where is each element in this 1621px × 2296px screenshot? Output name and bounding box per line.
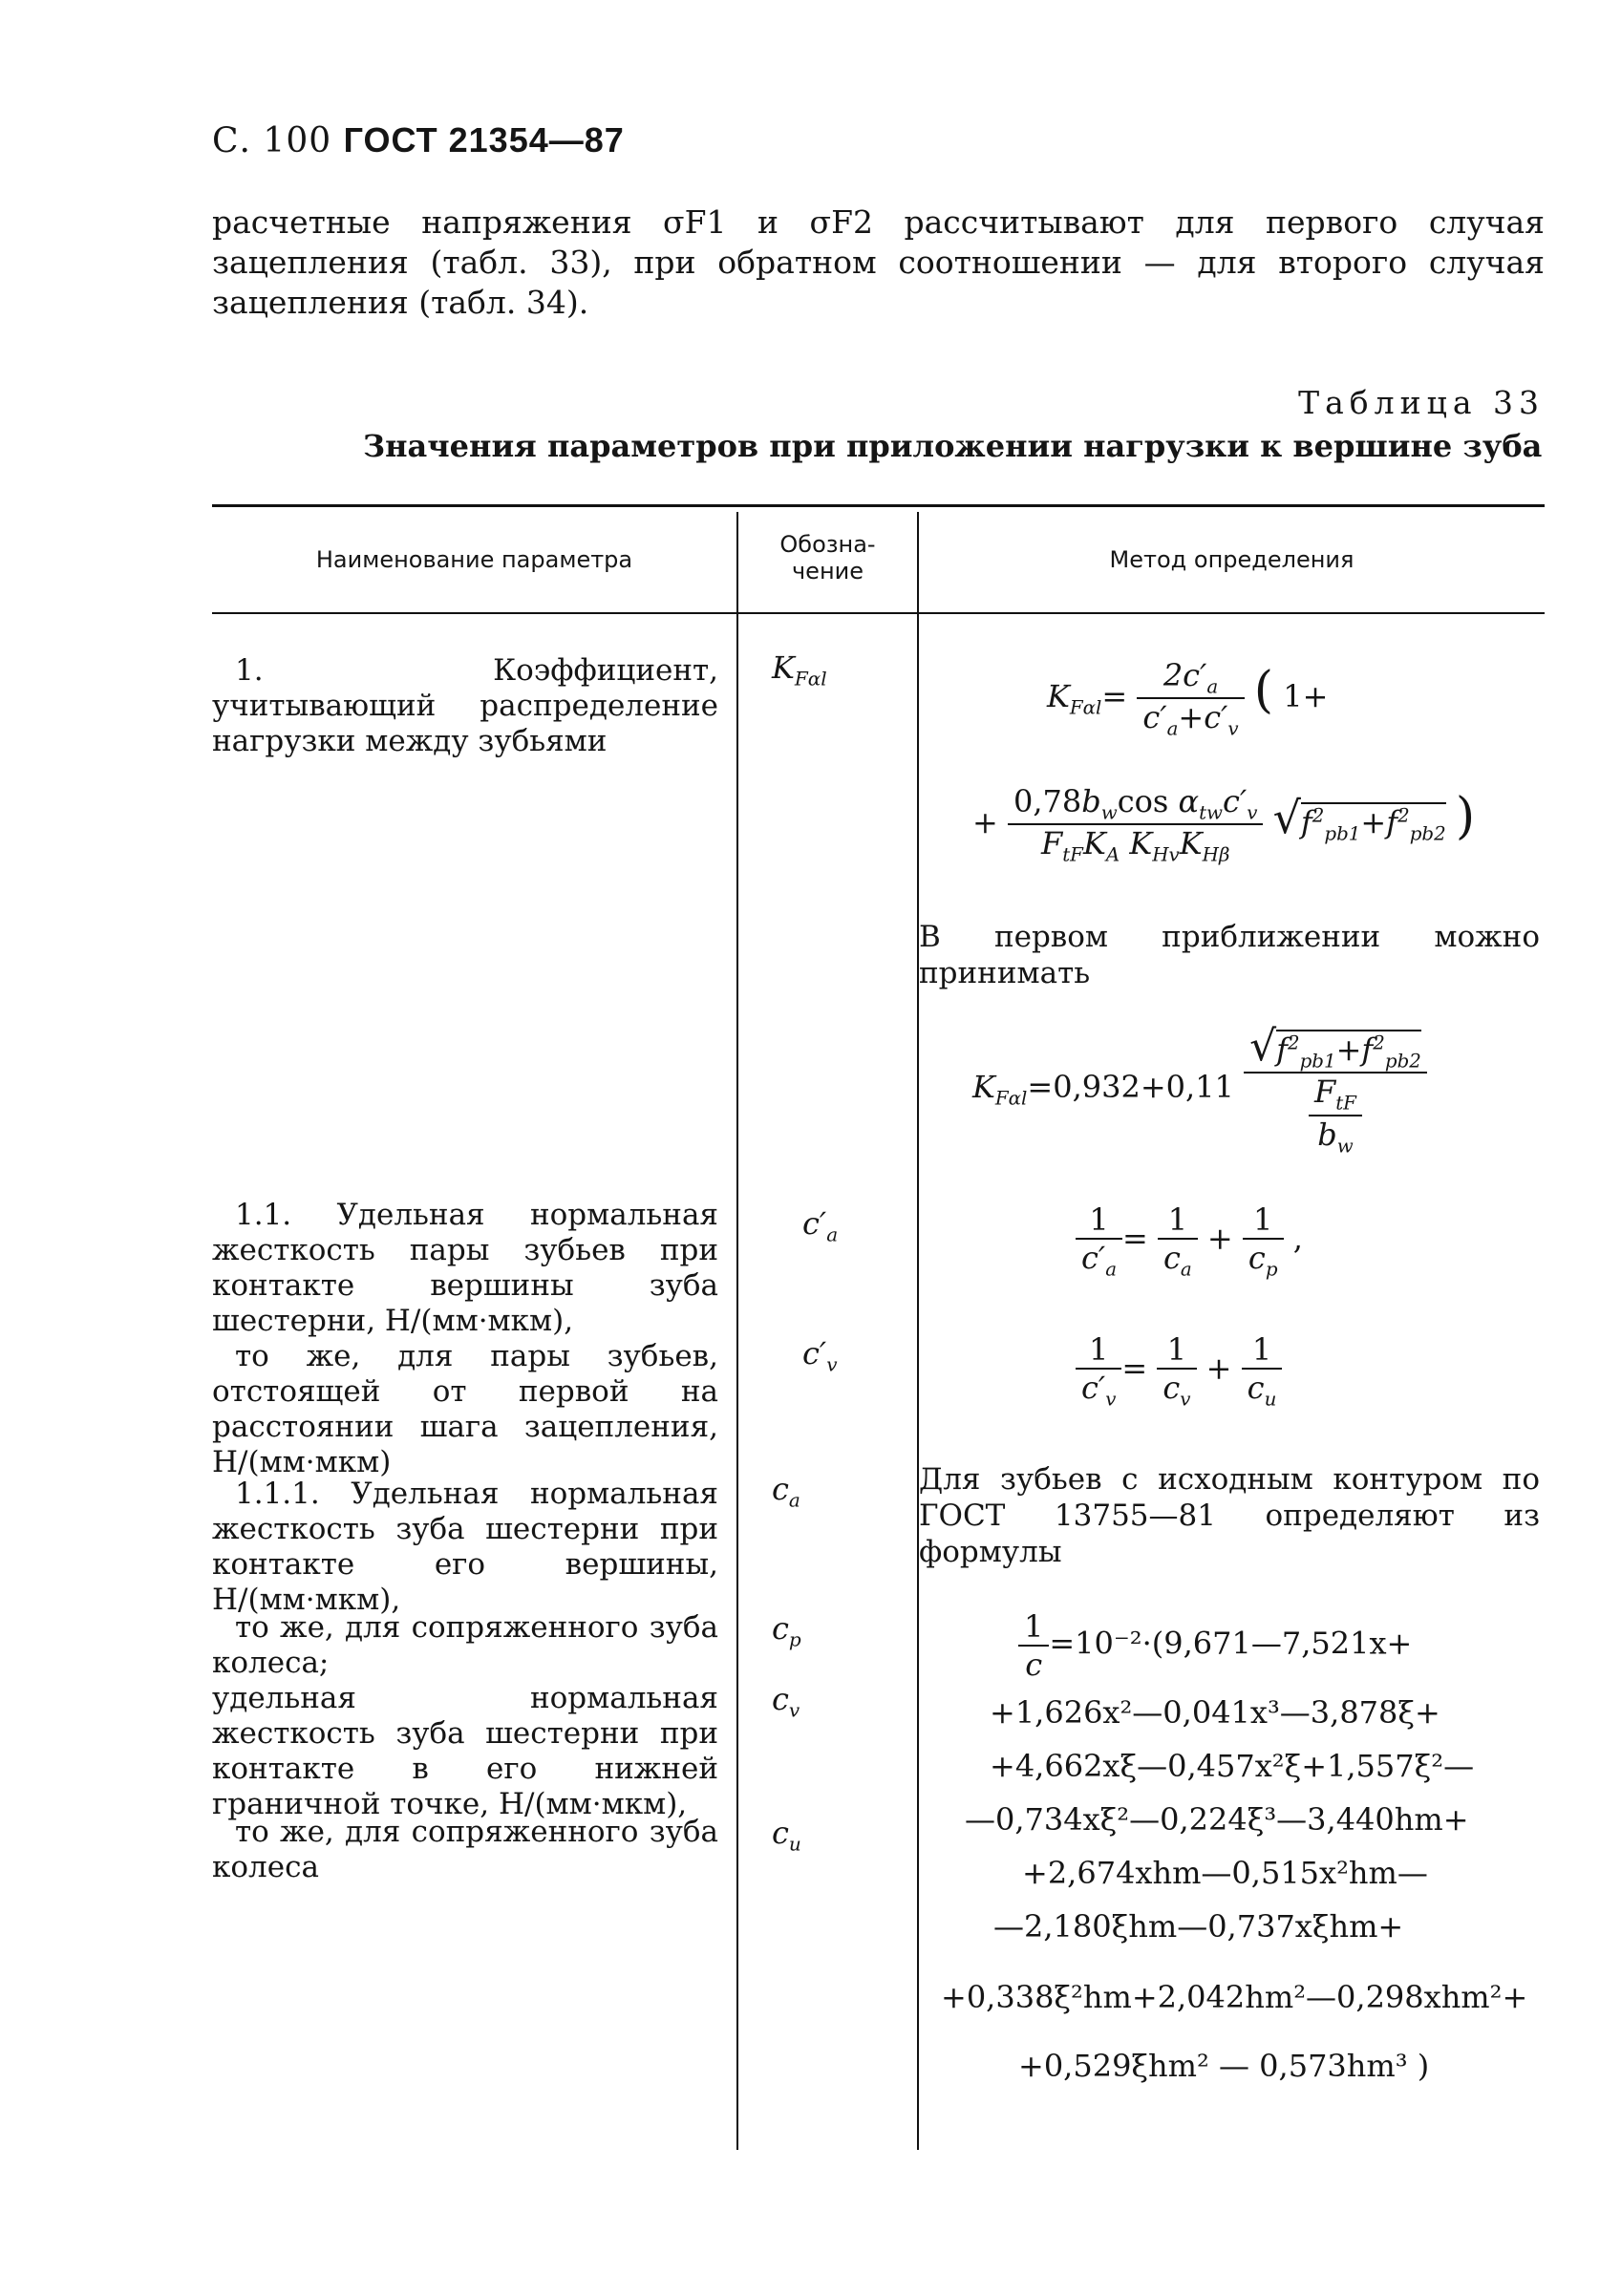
table-header-rule bbox=[212, 612, 1545, 614]
param-name-1: 1. Коэффициент, учитывающий распределение нагрузки между зубьями bbox=[212, 653, 718, 758]
table-top-rule bbox=[212, 504, 1545, 507]
formula-c-a-prime: $\frac{1}{c'_a}$ = $\frac{1}{c_a}$ + $\frac{1}{c_p}$ , bbox=[1076, 1201, 1303, 1280]
poly-line-1: =10⁻²·(9,671—7,521x+ bbox=[1049, 1625, 1413, 1662]
page-number: С. 100 bbox=[212, 121, 332, 160]
intro-paragraph: расчетные напряжения σF1 и σF2 рассчитывают для первого случая зацепления (табл. 33), при обратном соотношении — для второго случая зацепления (табл. 34). bbox=[212, 203, 1545, 321]
col-header-method: Метод определения bbox=[1109, 546, 1354, 573]
param-name-1-1-1-d: то же, для сопряженного зуба колеса bbox=[212, 1815, 718, 1884]
poly-line-4: —0,734xξ²—0,224ξ³—3,440hm+ bbox=[965, 1801, 1469, 1838]
column-divider-2 bbox=[917, 512, 919, 2150]
symbol-c-v: $c_v$ bbox=[772, 1681, 800, 1722]
col-header-symbol bbox=[738, 531, 917, 585]
param-name-1-1-1-c: удельная нормальная жесткость зуба шестерни при контакте в его нижней граничной точке, Н/(мм·мкм), bbox=[212, 1681, 718, 1821]
formula-k-f-alpha-part2: + $\frac{0,78b_w\cos \alpha_{tw}c'_v}{F_{tF}K_A K_{Hv}K_{H\beta}}$ $√f^2_{pb1}+f^2_{pb2}$ ) bbox=[972, 783, 1476, 866]
formula-c-v-prime: $\frac{1}{c'_v}$ = $\frac{1}{c_v}$ + $\frac{1}{c_u}$ bbox=[1076, 1331, 1282, 1410]
symbol-c-u: $c_u$ bbox=[772, 1815, 801, 1856]
param-name-1-1-1-b: то же, для сопряженного зуба колеса; bbox=[212, 1610, 718, 1680]
poly-line-8: +0,529ξhm² — 0,573hm³ ) bbox=[1018, 2048, 1430, 2084]
poly-line-6: —2,180ξhm—0,737xξhm+ bbox=[993, 1908, 1404, 1945]
poly-line-2: +1,626x²—0,041x³—3,878ξ+ bbox=[990, 1694, 1440, 1731]
page-header bbox=[212, 120, 625, 160]
table-title: Значения параметров при приложении нагрузки к вершине зуба bbox=[363, 428, 1543, 464]
formula-k-f-alpha-part1: $K_{F\alpha l}=$ $\frac{2c'_a}{c'_a+c'_v}$ ( 1+ bbox=[1047, 657, 1329, 740]
poly-line-5: +2,674xhm—0,515x²hm— bbox=[1022, 1855, 1428, 1891]
method-contour-text: Для зубьев с исходным контуром по ГОСТ 13755—81 определяют из формулы bbox=[919, 1462, 1540, 1569]
method-approx-text: В первом приближении можно принимать bbox=[919, 920, 1540, 990]
symbol-k-f-alpha: $K_{F\alpha l}$ bbox=[772, 649, 827, 691]
formula-inverse-c: $\frac{1}{c}$ =10⁻²·(9,671—7,521x+ bbox=[1018, 1608, 1412, 1683]
col-header-name: Наименование параметра bbox=[315, 546, 633, 573]
poly-line-3: +4,662xξ—0,457x²ξ+1,557ξ²— bbox=[990, 1748, 1475, 1784]
param-name-1-1-1: 1.1.1. Удельная нормальная жесткость зуба шестерни при контакте его вершины, Н/(мм·мкм), bbox=[212, 1477, 718, 1617]
symbol-c-a-prime: $c'_a$ bbox=[802, 1205, 839, 1246]
approx-constant: =0,932+0,11 bbox=[1027, 1069, 1234, 1106]
symbol-c-p: $c_p$ bbox=[772, 1610, 801, 1651]
poly-line-7: +0,338ξ²hm+2,042hm²—0,298xhm²+ bbox=[941, 1979, 1528, 2015]
col-header-symbol-text: Обозна- чение bbox=[779, 531, 876, 585]
symbol-c-a: $c_a$ bbox=[772, 1471, 800, 1512]
param-name-1-1-b: то же, для пары зубьев, отстоящей от первой на расстоянии шага зацепления, Н/(мм·мкм) bbox=[212, 1339, 718, 1479]
column-divider-1 bbox=[736, 512, 738, 2150]
param-name-1-1: 1.1. Удельная нормальная жесткость пары зубьев при контакте вершины зуба шестерни, Н/(мм·мкм), bbox=[212, 1198, 718, 1338]
symbol-c-v-prime: $c'_v$ bbox=[802, 1335, 838, 1376]
formula-k-f-alpha-approx: $K_{F\alpha l}=0,932+0,11$ $\frac{√f^2_{pb1}+f^2_{pb2}}{\frac{F_{tF}}{b_w}}$ bbox=[972, 1022, 1427, 1157]
table-caption: Таблица 33 bbox=[1298, 384, 1545, 421]
standard-code: ГОСТ 21354—87 bbox=[343, 120, 625, 159]
